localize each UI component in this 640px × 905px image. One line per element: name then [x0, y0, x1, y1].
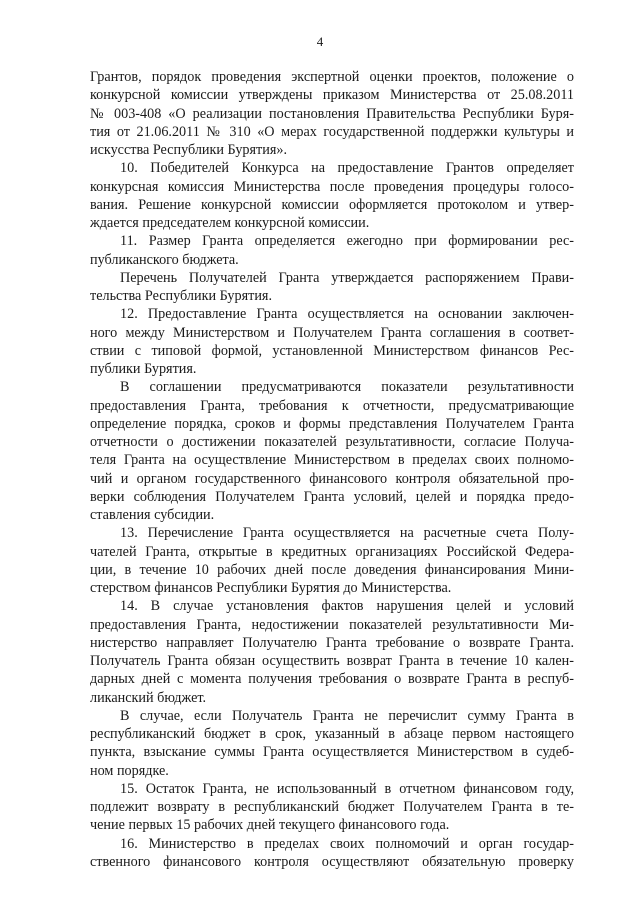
text-line: ном порядке. [90, 762, 169, 779]
text-line: республиканский бюджет в срок, указанный в абзаце первом настоящего [90, 726, 574, 742]
text-line: конкурсной комиссии утверждены приказом Министерства от 25.08.2011 [90, 87, 574, 104]
text-line: теля Гранта на осуществление Министерством в пределах своих полномо- [90, 452, 574, 469]
text-line: конкурсная комиссия Министерства после проведения процедуры голосо- [90, 178, 574, 195]
paragraph [90, 378, 574, 524]
text-line: определение порядка, сроков и формы представления Получателем Гранта [90, 415, 574, 432]
text-line: тия от 21.06.2011 № 310 «О мерах государственной поддержки культуры и [90, 123, 574, 140]
paragraph [90, 159, 574, 232]
paragraph [90, 305, 574, 378]
paragraph [90, 707, 574, 780]
paragraph [90, 780, 574, 835]
page-number: 4 [316, 34, 324, 49]
paragraph [90, 269, 574, 306]
text-line: ставления субсидии. [90, 507, 215, 523]
text-line: верки соблюдения Получателем Гранта условий, целей и порядка предо- [90, 488, 574, 505]
paragraph [90, 68, 574, 159]
text-line: искусства Республики Бурятия». [90, 142, 288, 158]
text-line: 14. В случае установления фактов нарушения целей и условий [120, 598, 574, 615]
text-line: 10. Победителей Конкурса на предоставление Грантов определяет [120, 160, 574, 177]
text-line: предоставления Гранта, требования к отчетности, предусматривающие [90, 397, 574, 414]
text-line: ции, в течение 10 рабочих дней после доведения финансирования Мини- [90, 561, 574, 578]
text-line: № 003-408 «О реализации постановления Правительства Республики Буря- [90, 105, 574, 122]
text-line: 16. Министерство в пределах своих полномочий и орган государ- [120, 835, 574, 852]
text-line: В случае, если Получатель Гранта не перечислит сумму Гранта в [120, 707, 574, 724]
document-body [90, 68, 574, 871]
text-line: Получатель Гранта обязан осуществить возврат Гранта в течение 10 кален- [90, 653, 574, 669]
text-line: чателей Гранта, открытые в кредитных организациях Российской Федера- [90, 543, 574, 560]
text-line: дарных дней с момента получения требования о возврате Гранта в респуб- [90, 671, 574, 688]
text-line: 13. Перечисление Гранта осуществляется на расчетные счета Полу- [120, 525, 574, 542]
paragraph [90, 835, 574, 872]
text-line: ного между Министерством и Получателем Гранта соглашения в соответ- [90, 324, 574, 341]
text-line: отчетности о достижении показателей результативности, согласие Получа- [90, 434, 574, 450]
text-line: В соглашении предусматриваются показатели результативности [120, 379, 574, 396]
paragraph [90, 597, 574, 707]
text-line: ственного финансового контроля осуществляют обязательную проверку [90, 853, 574, 870]
text-line: нистерство направляет Получателю Гранта требование о возврате Гранта. [90, 634, 574, 651]
text-line: 11. Размер Гранта определяется ежегодно при формировании рес- [120, 233, 574, 250]
text-line: ликанский бюджет. [90, 689, 207, 706]
text-line: ствии с типовой формой, установленной Министерством финансов Рес- [90, 342, 574, 359]
text-line: 15. Остаток Гранта, не использованный в отчетном финансовом году, [120, 780, 574, 797]
paragraph [90, 524, 574, 597]
text-line: стерством финансов Республики Бурятия до Министерства. [90, 580, 452, 596]
text-line: подлежит возврату в республиканский бюджет Получателем Гранта в те- [90, 799, 574, 815]
text-line: публиканского бюджета. [90, 251, 239, 268]
text-line: тельства Республики Бурятия. [90, 288, 272, 304]
text-line: чение первых 15 рабочих дней текущего финансового года. [90, 817, 450, 834]
paragraph [90, 232, 574, 269]
text-line: Перечень Получателей Гранта утверждается распоряжением Прави- [120, 269, 574, 286]
text-line: чий и органом государственного финансового контроля обязательной про- [90, 470, 574, 487]
text-line: ждается председателем конкурсной комиссии. [90, 215, 370, 231]
text-line: вания. Решение конкурсной комиссии оформляется протоколом и утвер- [90, 196, 574, 213]
text-line: предоставления Гранта, недостижении показателей результативности Ми- [90, 616, 574, 633]
text-line: пункта, взыскание суммы Гранта осуществляется Министерством в судеб- [90, 744, 574, 761]
text-line: 12. Предоставление Гранта осуществляется на основании заключен- [120, 306, 574, 323]
text-line: публики Бурятия. [90, 361, 197, 377]
text-line: Грантов, порядок проведения экспертной оценки проектов, положение о [90, 69, 574, 85]
